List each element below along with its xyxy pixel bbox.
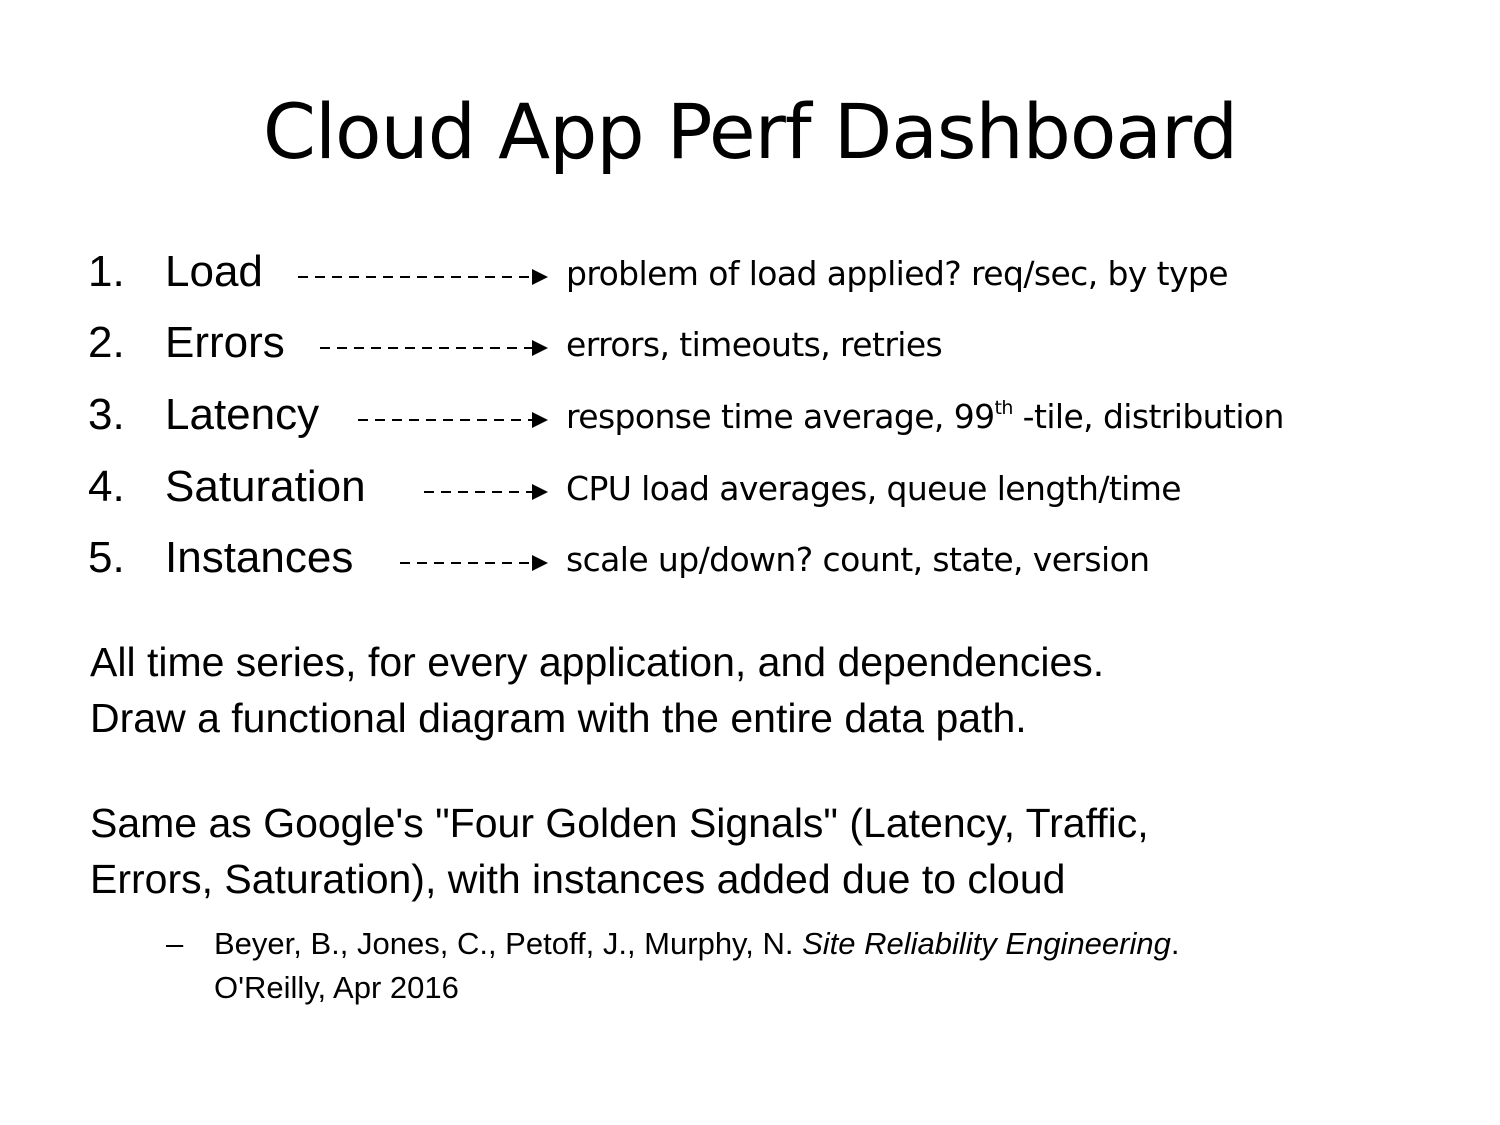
description-text: -tile, distribution <box>1012 397 1284 436</box>
list-item-label: Load <box>165 247 263 296</box>
dashed-arrow-icon <box>298 267 550 287</box>
citation-period: . <box>1170 926 1180 961</box>
dashed-arrow-icon <box>400 553 550 573</box>
superscript-text: th <box>994 397 1013 419</box>
paragraph-line: Errors, Saturation), with instances added due to cloud <box>90 856 1066 902</box>
list-item-description <box>566 394 1284 440</box>
list-item-description: errors, timeouts, retries <box>566 325 943 364</box>
list-item-latency <box>0 390 1500 450</box>
list-item-number: 3. <box>88 390 125 439</box>
dashed-arrow-icon <box>320 338 550 358</box>
list-item-label: Instances <box>165 533 354 582</box>
list-item-description: CPU load averages, queue length/time <box>566 469 1182 508</box>
dashed-arrow-icon <box>358 410 550 430</box>
paragraph-time-series <box>90 634 1470 746</box>
citation-book-title: Site Reliability Engineering <box>802 926 1171 961</box>
list-item-label: Saturation <box>165 462 366 511</box>
citation-authors: Beyer, B., Jones, C., Petoff, J., Murphy, N. <box>214 926 803 961</box>
list-item-number: 1. <box>88 247 125 296</box>
citation-dash: – <box>166 926 184 961</box>
paragraph-line: Draw a functional diagram with the entire data path. <box>90 695 1027 741</box>
list-item-errors <box>0 318 1500 378</box>
list-item-label: Errors <box>165 318 285 367</box>
paragraph-line: Same as Google's "Four Golden Signals" (Latency, Traffic, <box>90 800 1149 846</box>
dashed-arrow-icon <box>424 482 550 502</box>
citation-line-1 <box>214 922 1179 966</box>
list-item-number: 2. <box>88 318 125 367</box>
citation-line-2: O'Reilly, Apr 2016 <box>214 970 459 1005</box>
citation-text <box>214 922 1179 1010</box>
list-item-description: scale up/down? count, state, version <box>566 540 1150 579</box>
paragraph-golden-signals <box>90 795 1470 907</box>
list-item-instances <box>0 533 1500 593</box>
paragraph-line: All time series, for every application, and dependencies. <box>90 639 1105 685</box>
list-item-description: problem of load applied? req/sec, by type <box>566 254 1228 293</box>
list-item-label: Latency <box>165 390 320 439</box>
slide-title: Cloud App Perf Dashboard <box>262 87 1238 176</box>
list-item-saturation <box>0 462 1500 522</box>
description-text: response time average, 99 <box>566 397 995 436</box>
list-item-number: 5. <box>88 533 125 582</box>
list-item-load <box>0 247 1500 307</box>
list-item-number: 4. <box>88 462 125 511</box>
